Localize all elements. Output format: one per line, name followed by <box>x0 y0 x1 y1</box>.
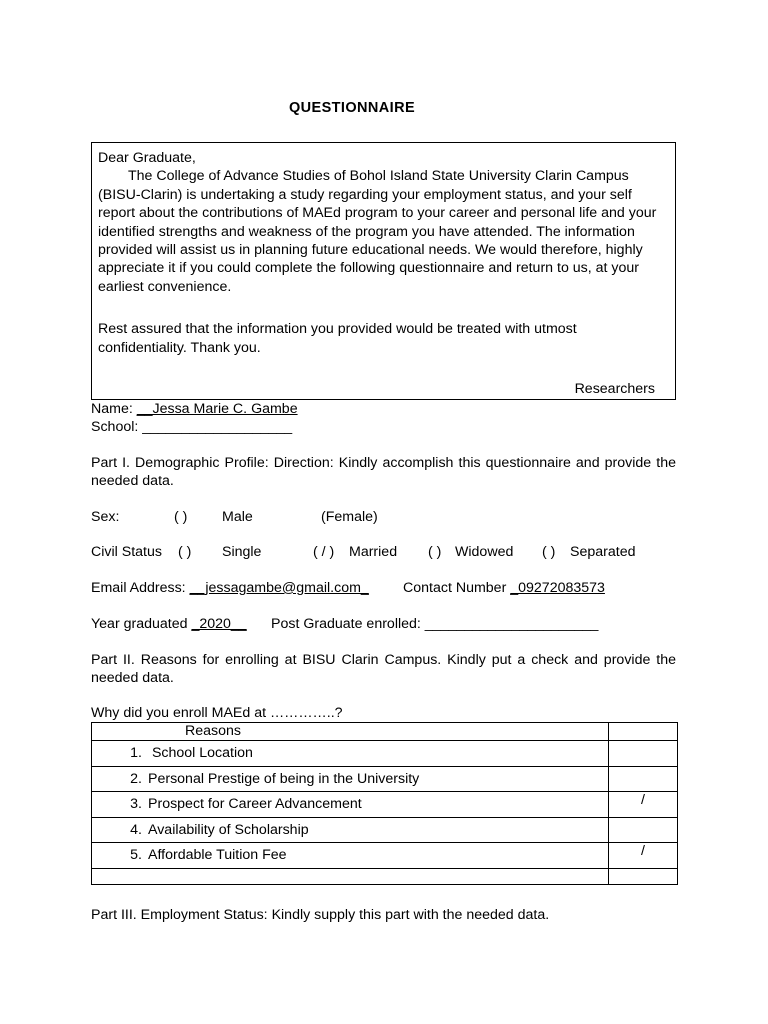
married-checkbox[interactable]: ( / ) <box>313 544 335 560</box>
letter-assurance: Rest assured that the information you provided would be treated with utmost confidentiality. Thank you. <box>98 321 577 356</box>
table-row: 4. Availability of Scholarship <box>92 817 678 843</box>
contact-label: Contact Number <box>403 580 511 596</box>
sex-male-checkbox[interactable]: ( ) <box>174 509 188 525</box>
email-label: Email Address: <box>91 580 190 596</box>
email-field[interactable]: __jessagambe@gmail.com_ <box>189 580 369 596</box>
table-row: 2. Personal Prestige of being in the University <box>92 766 678 792</box>
cover-letter <box>91 142 676 400</box>
reasons-table <box>91 722 678 885</box>
postgrad-line <box>271 616 598 632</box>
school-line <box>91 419 292 435</box>
year-label: Year graduated <box>91 616 192 632</box>
page-title: QUESTIONNAIRE <box>288 100 416 116</box>
postgrad-field[interactable]: ______________________ <box>424 616 599 632</box>
letter-body: The College of Advance Studies of Bohol Island State University Clarin Campus (BISU-Clarin) is undertaking a study regarding your employment status, and your self report about the contributions of MAEd program to your career and personal life and your identified strengths and weakness of the program you have attended. The information provided will assist us in planning future educational needs. We would therefore, highly appreciate it if you could complete the following questionnaire and return to us, at your earliest convenience. <box>98 168 657 295</box>
reason-check[interactable] <box>609 766 678 792</box>
name-field[interactable]: __Jessa Marie C. Gambe <box>136 401 298 417</box>
contact-field[interactable]: _09272083573 <box>510 580 605 596</box>
widowed-checkbox[interactable]: ( ) <box>428 544 442 560</box>
reason-check[interactable]: / <box>609 792 678 818</box>
school-label: School: <box>91 419 143 435</box>
table-row: 1. School Location <box>92 741 678 767</box>
reason-check[interactable]: / <box>609 843 678 869</box>
table-row: 5. Affordable Tuition Fee / <box>92 843 678 869</box>
civil-status-label: Civil Status <box>91 544 162 560</box>
widowed-label: Widowed <box>455 544 514 560</box>
reason-label: Prospect for Career Advancement <box>148 796 362 813</box>
name-line <box>91 401 298 417</box>
sex-male-label: Male <box>222 509 253 525</box>
contact-line <box>403 580 605 596</box>
married-label: Married <box>349 544 398 560</box>
year-line <box>91 616 247 632</box>
table-header-row <box>92 723 678 741</box>
school-field[interactable]: ___________________ <box>142 419 293 435</box>
separated-checkbox[interactable]: ( ) <box>542 544 556 560</box>
sex-female-label[interactable]: (Female) <box>321 509 378 525</box>
check-header <box>609 723 678 741</box>
single-checkbox[interactable]: ( ) <box>178 544 192 560</box>
year-field[interactable]: _2020__ <box>191 616 247 632</box>
reason-label: School Location <box>148 745 253 762</box>
postgrad-label: Post Graduate enrolled: <box>271 616 425 632</box>
separated-label: Separated <box>570 544 636 560</box>
reason-label: Personal Prestige of being in the University <box>148 770 420 787</box>
sex-label: Sex: <box>91 509 120 525</box>
letter-salutation: Dear Graduate, <box>98 150 196 166</box>
part1-heading: Part I. Demographic Profile: Direction: Kindly accomplish this questionnaire and provide the needed data. <box>91 455 676 489</box>
letter-signature: Researchers <box>574 380 655 397</box>
name-label: Name: <box>91 401 137 417</box>
part2-heading: Part II. Reasons for enrolling at BISU Clarin Campus. Kindly put a check and provide the needed data. <box>91 652 676 686</box>
reason-check[interactable] <box>609 741 678 767</box>
reason-label: Affordable Tuition Fee <box>148 847 287 864</box>
table-row: 3. Prospect for Career Advancement / <box>92 792 678 818</box>
reason-check[interactable] <box>609 817 678 843</box>
email-line <box>91 580 369 596</box>
table-row-empty <box>92 868 678 884</box>
reason-label: Availability of Scholarship <box>148 821 309 838</box>
part2-question: Why did you enroll MAEd at …………..? <box>91 705 343 721</box>
reasons-header: Reasons <box>92 723 609 741</box>
single-label: Single <box>222 544 262 560</box>
part3-heading: Part III. Employment Status: Kindly supply this part with the needed data. <box>91 907 550 923</box>
